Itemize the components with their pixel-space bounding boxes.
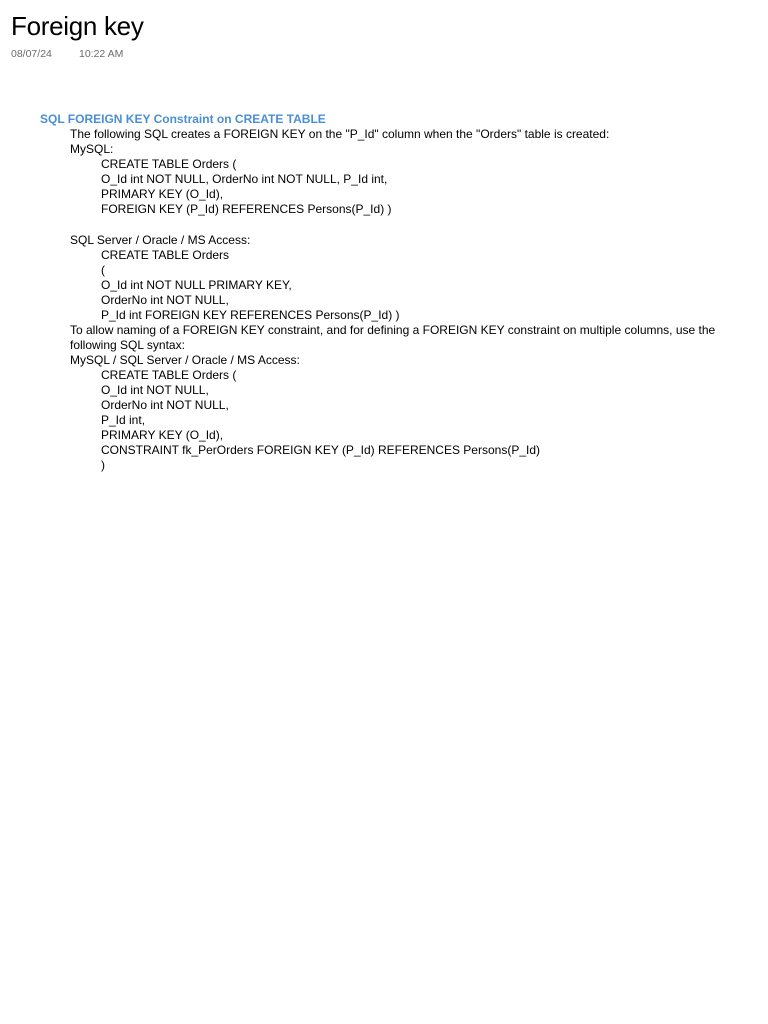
page-title: Foreign key bbox=[11, 11, 144, 41]
sqlserver-code-block bbox=[40, 248, 758, 323]
code-line: OrderNo int NOT NULL, bbox=[101, 398, 229, 412]
mysql-label: MySQL: bbox=[70, 142, 114, 156]
note-date: 08/07/24 bbox=[11, 48, 52, 60]
code-line: P_Id int, bbox=[101, 413, 146, 427]
code-line: ) bbox=[101, 458, 105, 472]
code-line: CREATE TABLE Orders ( bbox=[101, 157, 237, 171]
code-line: P_Id int FOREIGN KEY REFERENCES Persons(P_Id) ) bbox=[101, 308, 400, 322]
code-line: PRIMARY KEY (O_Id), bbox=[101, 187, 224, 201]
sqlserver-label: SQL Server / Oracle / MS Access: bbox=[70, 233, 251, 247]
code-line: O_Id int NOT NULL, bbox=[101, 383, 209, 397]
blank-line bbox=[40, 217, 758, 233]
code-line: CONSTRAINT fk_PerOrders FOREIGN KEY (P_Id) REFERENCES Persons(P_Id) bbox=[101, 443, 540, 457]
all-dbms-code-block bbox=[40, 368, 758, 473]
intro-text: The following SQL creates a FOREIGN KEY on the "P_Id" column when the "Orders" table is created: bbox=[70, 127, 610, 141]
code-line: CREATE TABLE Orders bbox=[101, 248, 230, 262]
naming-text: To allow naming of a FOREIGN KEY constraint, and for defining a FOREIGN KEY constraint on multiple columns, use the following SQL syntax: bbox=[70, 323, 716, 352]
code-line: PRIMARY KEY (O_Id), bbox=[101, 428, 224, 442]
mysql-code-block bbox=[40, 157, 758, 217]
code-line: O_Id int NOT NULL, OrderNo int NOT NULL, P_Id int, bbox=[101, 172, 388, 186]
section-heading: SQL FOREIGN KEY Constraint on CREATE TABLE bbox=[40, 112, 326, 126]
code-line: FOREIGN KEY (P_Id) REFERENCES Persons(P_Id) ) bbox=[101, 202, 392, 216]
code-line: ( bbox=[101, 263, 105, 277]
note-time: 10:22 AM bbox=[79, 48, 124, 60]
code-line: CREATE TABLE Orders ( bbox=[101, 368, 237, 382]
all-dbms-label: MySQL / SQL Server / Oracle / MS Access: bbox=[70, 353, 300, 367]
note-body bbox=[40, 112, 758, 473]
code-line: O_Id int NOT NULL PRIMARY KEY, bbox=[101, 278, 292, 292]
code-line: OrderNo int NOT NULL, bbox=[101, 293, 229, 307]
